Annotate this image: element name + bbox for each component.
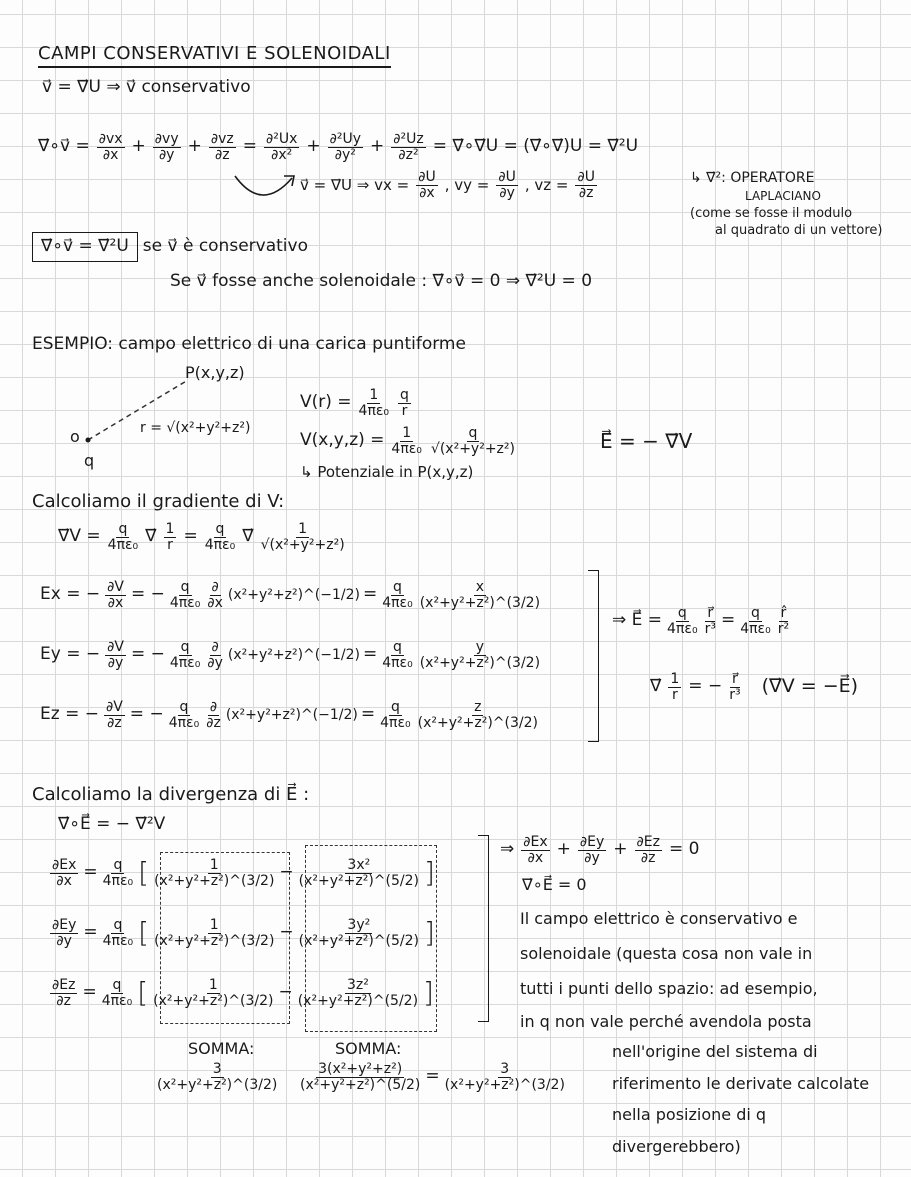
field-component-row: Ex = − $\frac{\partial V}{\partial x}$ = − $\frac{q}{\text{4πε₀}}$ ∂ ∂x (x²+y²+z²)^(−1/2) = $\frac{q}{\text{4πε₀}}$ x (x²+y²+z²)^(3/2) <box>40 579 541 611</box>
point-label: P(x,y,z) <box>185 363 245 382</box>
fraction: $\frac{\partial V}{\partial x}$ <box>107 579 124 611</box>
conclusion-line: nell'origine del sistema di <box>612 1042 818 1061</box>
fraction: ∂ ∂x <box>207 579 223 611</box>
gradient-formula: ∇⃗V = $\frac{q}{\text{4πε₀}}$ ∇⃗ $\frac{1}{r}$ = $\frac{q}{\text{4πε₀}}$ ∇⃗ 1 √(x²+y²+z²) <box>58 521 345 553</box>
divergence-zero: ∇⃗∘E⃗ = 0 <box>522 875 587 894</box>
bracket <box>478 835 489 1022</box>
fraction: $\frac{\partial V}{\partial y}$ <box>107 639 124 671</box>
fraction: $\frac{\partial Ey}{\partial y}$ <box>52 917 77 949</box>
conclusion-line: riferimento le derivate calcolate <box>612 1074 870 1093</box>
divergence-laplacian: ∇⃗∘E⃗ = − ∇⃗²V <box>58 814 166 834</box>
boxed-formula: ∇⃗∘v⃗ = ∇⃗²U <box>32 232 138 262</box>
substitution: v⃗ = ∇⃗U ⇒ vx = $\frac{\partial U}{\partial x}$ , vy = $\frac{\partial U}{\partial y}$ , vz = $\frac{\partial U}{\partial z}$ <box>300 169 595 201</box>
fraction: $\frac{\text{3z²}}{\text{(x²+y²+z²)\textasciicircum{}(5/2)}}$ <box>297 977 419 1009</box>
fraction: $\frac{q}{\text{4πε₀}}$ <box>168 699 200 731</box>
frac: ∂vz ∂z <box>210 131 234 163</box>
laplacian-note-line: (come se fosse il modulo <box>690 206 853 221</box>
sum-first: 3 (x²+y²+z²)^(3/2) <box>157 1061 278 1093</box>
fraction: $\frac{q}{\text{4πε₀}}$ <box>382 639 413 671</box>
fraction: 1 (x²+y²+z²)^(3/2) <box>153 977 274 1009</box>
electric-field-result: ⇒ E⃗ = $\frac{q}{\text{4πε₀}}$ $\frac{r⃗}{\text{r³}}$ = $\frac{q}{\text{4πε₀}}$ r̂ r² <box>612 605 790 637</box>
solenoidal-condition: Se v⃗ fosse anche solenoidale : ∇⃗∘v⃗ = 0 ⇒ ∇⃗²U = 0 <box>170 271 593 291</box>
fraction: ∂ ∂z <box>206 699 221 731</box>
frac: $\frac{\partial vx}{\partial x}$ <box>98 131 123 163</box>
conclusion-line: in q non vale perché avendola posta <box>520 1012 812 1031</box>
example-heading: ESEMPIO: campo elettrico di una carica puntiforme <box>32 334 466 354</box>
tail: = ∇⃗∘∇⃗U = (∇⃗∘∇⃗)U = ∇⃗²U <box>432 136 639 157</box>
fraction: $\frac{\partial Ez}{\partial z}$ <box>52 977 76 1009</box>
divergence-expansion: ∇⃗∘v⃗ = $\frac{\partial vx}{\partial x}$ + ∂vy ∂y + ∂vz ∂z = ∂²Ux ∂x² + ∂²Uy ∂y² + $\frac{\text{∂²Uz}}{\text{∂z²}}$ = ∇⃗∘∇⃗U = (∇⃗∘∇⃗)U = ∇⃗²U <box>38 131 639 163</box>
field-component-row: Ey = − $\frac{\partial V}{\partial y}$ = − $\frac{q}{\text{4πε₀}}$ ∂ ∂y (x²+y²+z²)^(−1/2) = $\frac{q}{\text{4πε₀}}$ y (x²+y²+z²)^(3/2) <box>40 639 541 671</box>
fraction: $\frac{q}{\text{4πε₀}}$ <box>380 699 411 731</box>
laplacian-note-line: al quadrato di un vettore) <box>715 223 883 238</box>
sum-label: SOMMA: <box>188 1039 255 1058</box>
divergence-row: $\frac{\partial Ey}{\partial y}$ = $\frac{q}{\text{4πε₀}}$ [ 1 (x²+y²+z²)^(3/2) − $\frac{\text{3y²}}{\text{(x²+y²+z²)\textasciicircum{}(5/2)}}$ ] <box>48 918 435 948</box>
fraction: $\frac{\partial V}{\partial z}$ <box>105 699 123 731</box>
boxed-result <box>32 232 308 262</box>
divergence-row: $\frac{\partial Ez}{\partial z}$ = $\frac{q}{\text{4πε₀}}$ [ 1 (x²+y²+z²)^(3/2) − $\frac{\text{3z²}}{\text{(x²+y²+z²)\textasciicircum{}(5/2)}}$ ] <box>48 978 434 1008</box>
sum-second: $\frac{\text{3(x²+y²+z²)}}{\text{(x²+y²+z²)\textasciicircum{}(5/2)}}$ = $\frac{3}{\text{(x²+y²+z²)\textasciicircum{}(3/2)}}$ <box>300 1061 565 1093</box>
conservative-definition: v⃗ = ∇⃗U ⇒ v⃗ conservativo <box>42 77 251 97</box>
charge-label: q <box>84 451 95 470</box>
conclusion-line: Il campo elettrico è conservativo e <box>520 909 798 928</box>
frac: ∂vy ∂y <box>154 131 179 163</box>
gradient-one-over-r: ∇⃗ $\frac{1}{r}$ = − $\frac{r⃗}{\text{r³}}$ (∇⃗V = −E⃗) <box>650 671 859 703</box>
fraction: $\frac{\text{3x²}}{\text{(x²+y²+z²)\textasciicircum{}(5/2)}}$ <box>298 857 419 889</box>
gradient-heading: Calcoliamo il gradiente di V: <box>32 491 285 512</box>
fraction: $\frac{q}{\text{4πε₀}}$ <box>169 579 201 611</box>
boxed-note: se v⃗ è conservativo <box>142 236 308 256</box>
origin-label: o <box>70 427 80 446</box>
conclusion-line: solenoidale (questa cosa non vale in <box>520 944 813 963</box>
potential-xyz: V(x,y,z) = $\frac{1}{\text{4πε₀}}$ q √(x²+y²+z²) <box>300 425 515 457</box>
distance-label: r = √(x²+y²+z²) <box>140 420 251 436</box>
potential-r: V(r) = $\frac{1}{\text{4πε₀}}$ q r <box>300 387 409 419</box>
fraction: $\frac{q}{\text{4πε₀}}$ <box>382 579 413 611</box>
bracket <box>588 570 599 742</box>
fraction: 1 (x²+y²+z²)^(3/2) <box>154 857 275 889</box>
fraction: $\frac{q}{\text{4πε₀}}$ <box>169 639 201 671</box>
conclusion-line: divergerebbero) <box>612 1137 741 1156</box>
frac: ∂²Uy ∂y² <box>329 131 362 163</box>
fraction: $\frac{q}{\text{4πε₀}}$ <box>102 857 134 889</box>
fraction: $\frac{q}{\text{4πε₀}}$ <box>102 917 134 949</box>
fraction: $\frac{\text{3y²}}{\text{(x²+y²+z²)\textasciicircum{}(5/2)}}$ <box>298 917 419 949</box>
fraction: 1 (x²+y²+z²)^(3/2) <box>154 917 275 949</box>
fraction: $\frac{q}{\text{4πε₀}}$ <box>101 977 133 1009</box>
fraction: x (x²+y²+z²)^(3/2) <box>419 579 541 611</box>
potential-note: ↳ Potenziale in P(x,y,z) <box>300 463 474 481</box>
conclusion-line: tutti i punti dello spazio: ad esempio, <box>520 979 818 998</box>
page-title: CAMPI CONSERVATIVI E SOLENOIDALI <box>38 44 391 68</box>
divergence-heading: Calcoliamo la divergenza di E⃗ : <box>32 784 310 805</box>
divergence-row: $\frac{\partial Ex}{\partial x}$ = $\frac{q}{\text{4πε₀}}$ [ 1 (x²+y²+z²)^(3/2) − $\frac{\text{3x²}}{\text{(x²+y²+z²)\textasciicircum{}(5/2)}}$ ] <box>48 858 435 888</box>
field-gradient: E⃗ = − ∇⃗V <box>600 429 693 453</box>
field-component-row: Ez = − $\frac{\partial V}{\partial z}$ = − $\frac{q}{\text{4πε₀}}$ ∂ ∂z (x²+y²+z²)^(−1/2) = $\frac{q}{\text{4πε₀}}$ z (x²+y²+z²)^(3/2) <box>40 699 538 731</box>
laplacian-note: ↳ ∇⃗²: OPERATORE <box>690 170 815 186</box>
conclusion-line: nella posizione di q <box>612 1105 767 1124</box>
curved-arrow-icon <box>230 168 300 203</box>
fraction: ∂ ∂y <box>207 639 223 671</box>
frac: $\frac{\text{∂²Uz}}{\text{∂z²}}$ <box>393 131 424 163</box>
sum-label: SOMMA: <box>335 1039 402 1058</box>
fraction: y (x²+y²+z²)^(3/2) <box>419 639 541 671</box>
fraction: $\frac{\partial Ex}{\partial x}$ <box>52 857 77 889</box>
laplacian-label: LAPLACIANO <box>745 189 821 203</box>
fraction: z (x²+y²+z²)^(3/2) <box>417 699 538 731</box>
frac: ∂²Ux ∂x² <box>265 131 298 163</box>
divergence-sum: ⇒ ∂Ex ∂x + ∂Ey ∂y + $\frac{\partial Ez}{\partial z}$ = 0 <box>500 834 700 866</box>
lhs: ∇⃗∘v⃗ = <box>38 136 90 157</box>
